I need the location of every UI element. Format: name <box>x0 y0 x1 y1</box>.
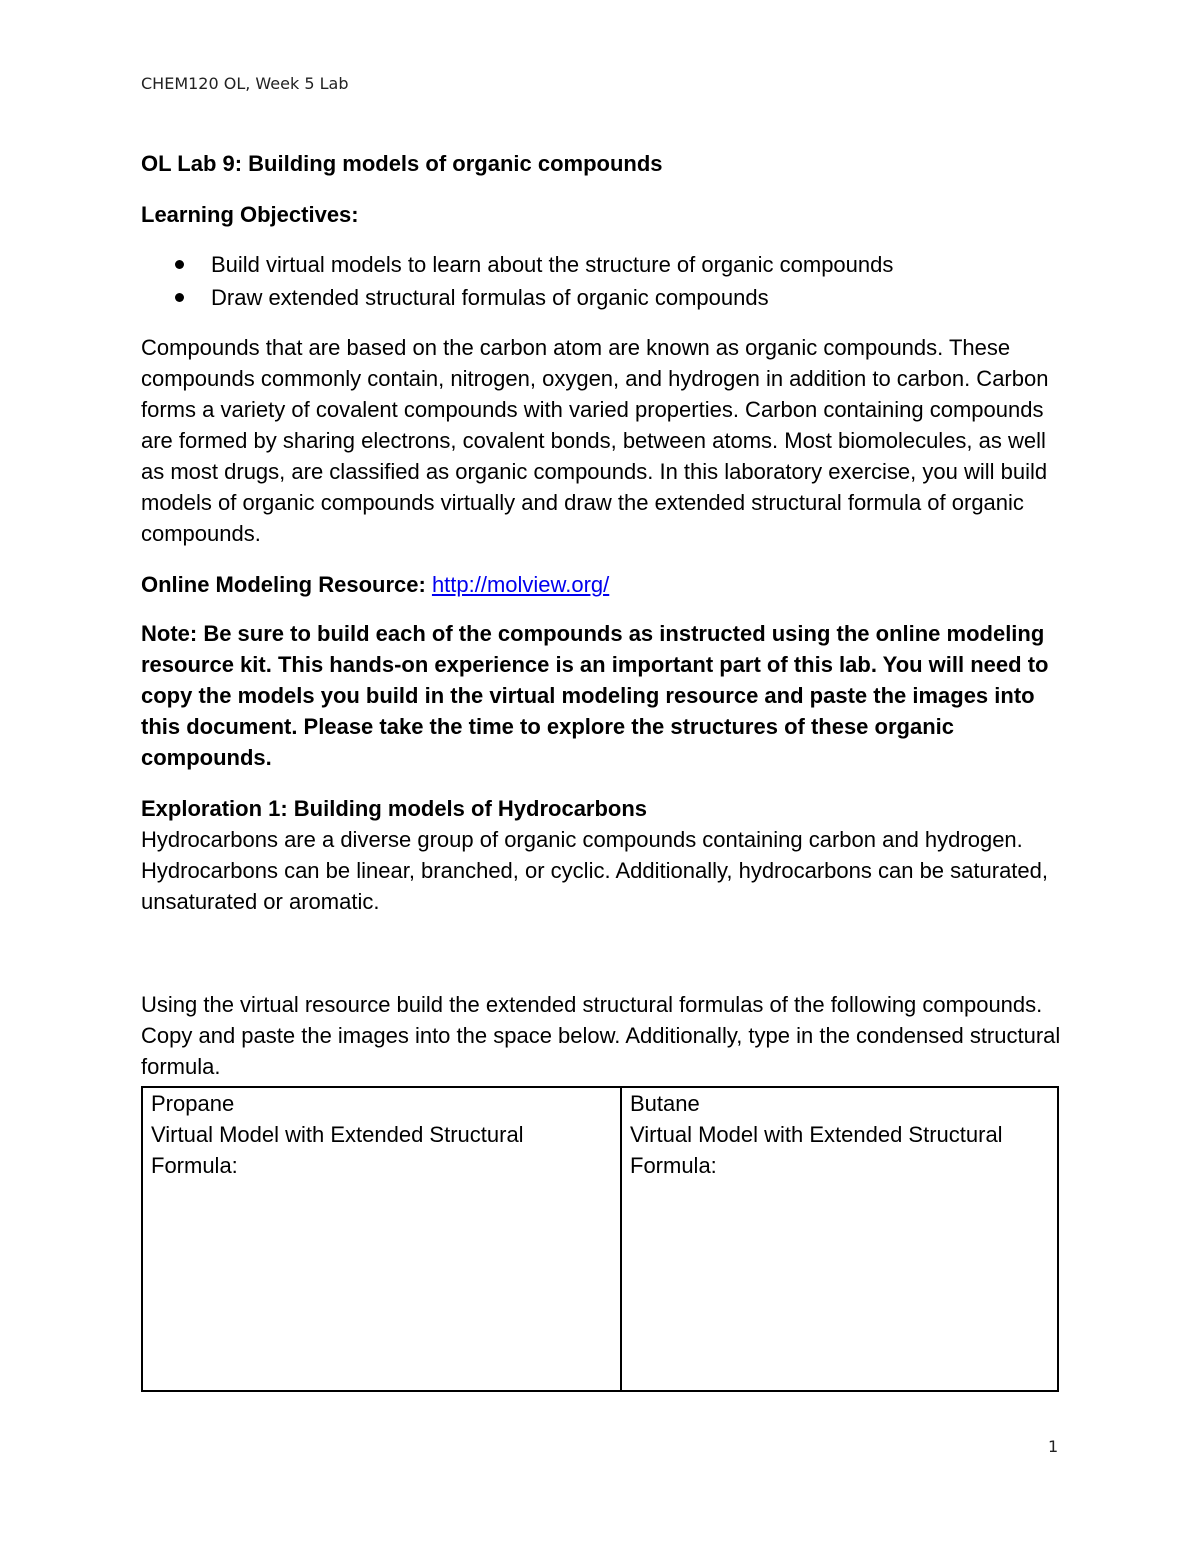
bullet-icon <box>175 260 184 269</box>
document-title: OL Lab 9: Building models of organic compounds <box>141 151 663 176</box>
objective-text: Build virtual models to learn about the structure of organic compounds <box>211 252 894 277</box>
objective-item <box>141 281 1061 314</box>
resource-label: Online Modeling Resource: <box>141 572 426 597</box>
propane-cell[interactable] <box>142 1087 621 1391</box>
bullet-icon <box>175 293 184 302</box>
cell-label: Virtual Model with Extended Structural Formula: <box>630 1122 1003 1178</box>
cell-label: Virtual Model with Extended Structural Formula: <box>151 1122 524 1178</box>
objective-text: Draw extended structural formulas of organic compounds <box>211 285 769 310</box>
table-row <box>142 1087 1058 1391</box>
objectives-heading: Learning Objectives: <box>141 202 359 227</box>
page-header: CHEM120 OL, Week 5 Lab <box>141 74 349 93</box>
note-paragraph: Note: Be sure to build each of the compounds as instructed using the online modeling resource kit. This hands-on experience is an important part of this lab. You will need to copy the models you build in the virtual modeling resource and paste the images into this document. Please take the time to explore the structures of these organic compounds. <box>141 621 1049 770</box>
instructions-paragraph: Using the virtual resource build the extended structural formulas of the following compounds. Copy and paste the images into the space below. Additionally, type in the condensed structural formula. <box>141 992 1061 1079</box>
exploration-title: Exploration 1: Building models of Hydrocarbons <box>141 796 648 821</box>
objective-item <box>141 248 1061 281</box>
resource-line <box>141 569 1061 600</box>
objectives-list <box>141 248 1061 314</box>
exploration-body: Hydrocarbons are a diverse group of organic compounds containing carbon and hydrogen. Hydrocarbons can be linear, branched, or cyclic. Additionally, hydrocarbons can be saturated, unsaturated or aromatic. <box>141 827 1048 914</box>
document-body <box>141 148 1061 1392</box>
molview-link[interactable]: http://molview.org/ <box>431 572 610 597</box>
intro-paragraph: Compounds that are based on the carbon atom are known as organic compounds. These compounds commonly contain, nitrogen, oxygen, and hydrogen in addition to carbon. Carbon forms a variety of covalent compounds with varied properties. Carbon containing compounds are formed by sharing electrons, covalent bonds, between atoms. Most biomolecules, as well as most drugs, are classified as organic compounds. In this laboratory exercise, you will build models of organic compounds virtually and draw the extended structural formula of organic compounds. <box>141 335 1049 546</box>
compound-name: Butane <box>630 1091 700 1116</box>
butane-cell[interactable] <box>621 1087 1058 1391</box>
page-number: 1 <box>1048 1437 1059 1456</box>
models-table <box>141 1086 1059 1392</box>
compound-name: Propane <box>151 1091 235 1116</box>
